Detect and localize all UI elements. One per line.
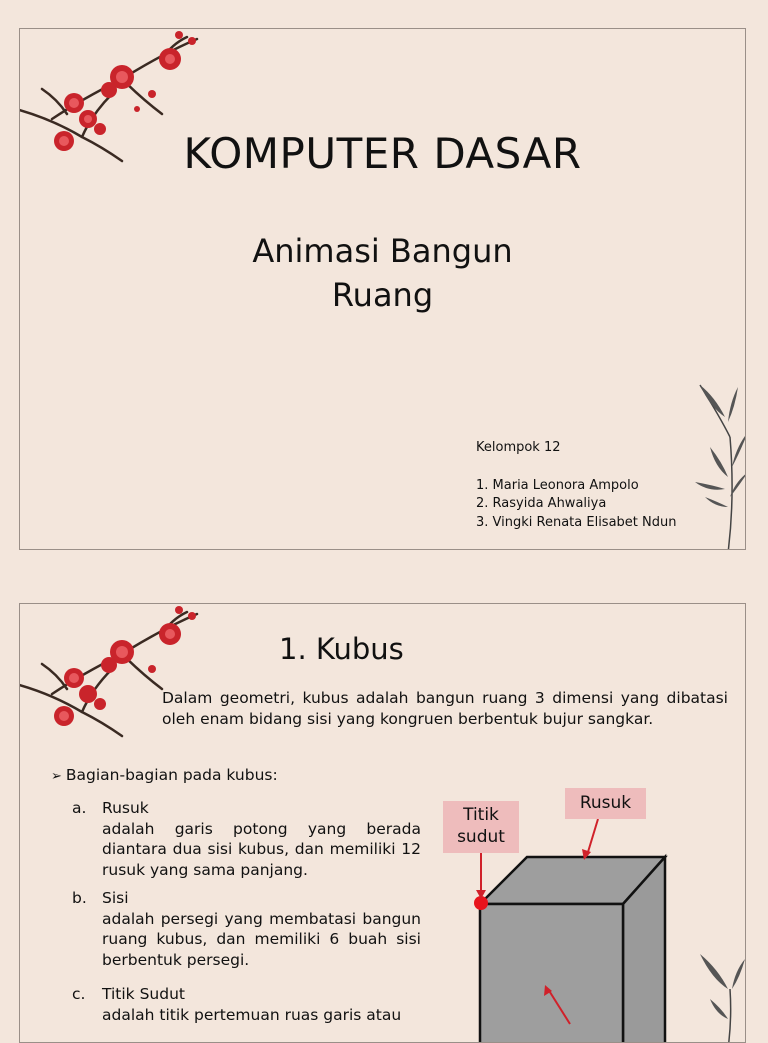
- intro-paragraph: Dalam geometri, kubus adalah bangun ruang 3 dimensi yang dibatasi oleh enam bidang sisi yang kongruen berbentuk bujur sangkar.: [162, 689, 728, 728]
- list-marker: c.: [72, 985, 86, 1003]
- edge-callout: Rusuk: [565, 788, 646, 819]
- part-name: Rusuk: [102, 799, 149, 817]
- vertex-callout-line-2: sudut: [457, 827, 505, 847]
- vertex-callout-line-1: Titik: [463, 805, 499, 825]
- part-description: adalah garis potong yang berada diantara dua sisi kubus, dan memiliki 12 rusuk yang sama panjang.: [102, 819, 421, 879]
- cube-front-face: [480, 904, 623, 1043]
- member-item: 3. Vingki Renata Elisabet Ndun: [476, 514, 677, 530]
- list-item: [72, 984, 421, 1025]
- section-title: 1. Kubus: [279, 632, 404, 666]
- cube-slide: [19, 603, 746, 1043]
- edge-arrow: [588, 819, 598, 852]
- member-item: 2. Rasyida Ahwaliya: [476, 496, 607, 511]
- title-slide: [19, 28, 746, 550]
- vertex-callout: [443, 801, 519, 853]
- list-marker: b.: [72, 889, 87, 907]
- parts-heading: [51, 766, 278, 784]
- presentation-subtitle: [20, 229, 745, 317]
- arrow-bullet-icon: ➢: [51, 769, 62, 784]
- subtitle-line-2: Ruang: [331, 276, 434, 314]
- presentation-title: KOMPUTER DASAR: [183, 129, 582, 178]
- group-info: [476, 439, 676, 532]
- list-item: [72, 798, 421, 880]
- subtitle-line-1: Animasi Bangun: [252, 232, 513, 270]
- parts-heading-text: Bagian-bagian pada kubus:: [65, 766, 278, 784]
- part-name: Titik Sudut: [102, 985, 185, 1003]
- group-label: Kelompok 12: [476, 440, 561, 455]
- part-description: adalah titik pertemuan ruas garis atau: [102, 1005, 402, 1024]
- member-item: 1. Maria Leonora Ampolo: [476, 477, 639, 493]
- bamboo-decoration: [680, 377, 746, 550]
- list-marker: a.: [72, 799, 87, 817]
- part-description: adalah persegi yang membatasi bangun ruang kubus, dan memiliki 6 buah sisi berbentuk persegi.: [102, 909, 421, 969]
- part-name: Sisi: [102, 889, 129, 907]
- list-item: [72, 888, 421, 970]
